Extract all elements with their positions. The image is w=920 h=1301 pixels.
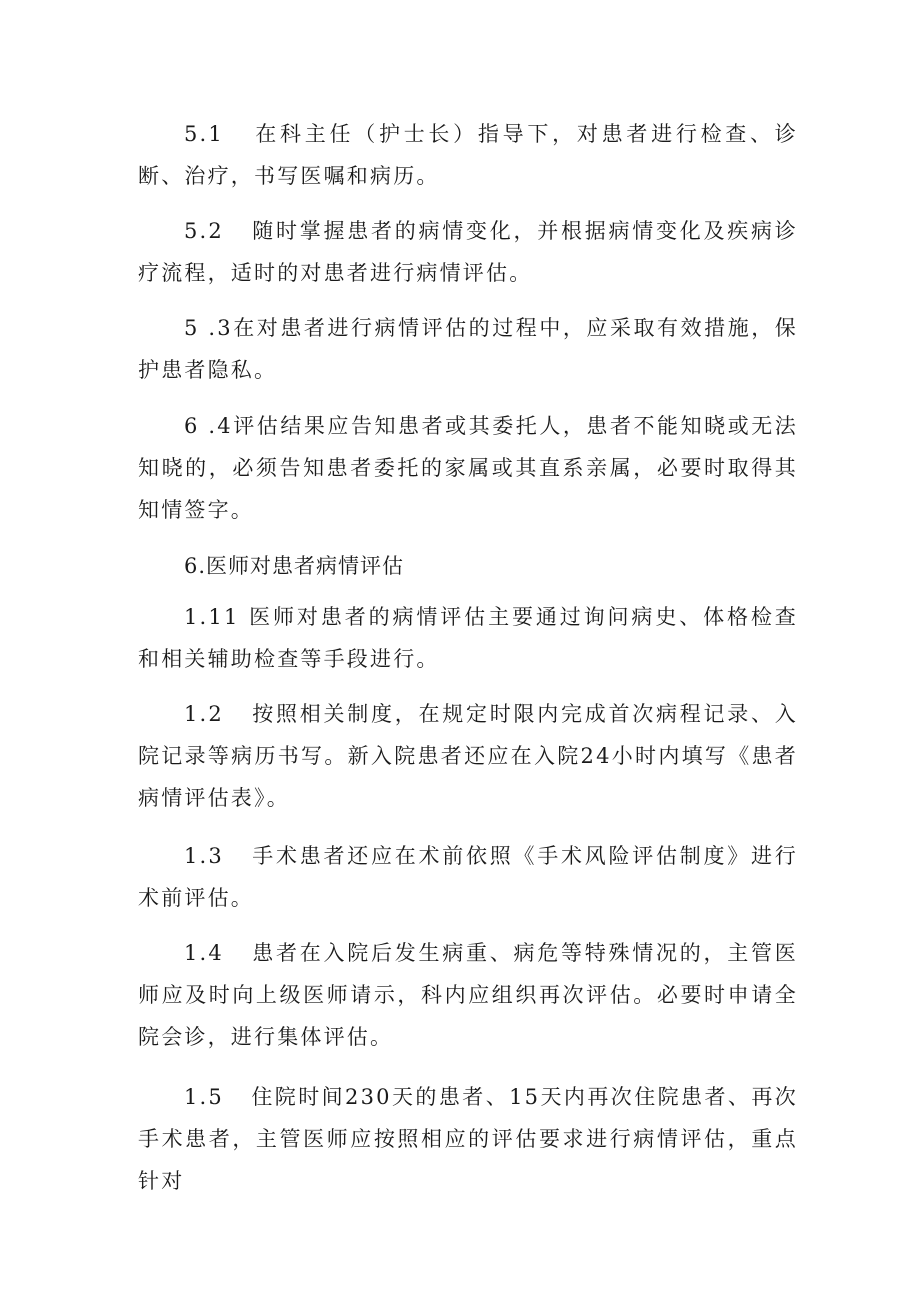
paragraph-number: 5.1	[184, 122, 224, 146]
paragraph-6-4	[138, 405, 798, 531]
paragraph-text: 住院时间230天的患者、15天内再次住院患者、再次手术患者，主管医师应按照相应的评估要求进行病情评估，重点针对	[138, 1085, 798, 1193]
paragraph-5-3	[138, 307, 798, 391]
paragraph-1-2	[138, 693, 798, 819]
paragraph-text: 评估结果应告知患者或其委托人，患者不能知晓或无法知晓的，必须告知患者委托的家属或其直系亲属，必要时取得其知情签字。	[138, 414, 798, 522]
paragraph-1-11	[138, 596, 798, 680]
paragraph-number: 6 .4	[184, 414, 233, 438]
paragraph-1-4	[138, 932, 798, 1058]
paragraph-number: 1.11	[184, 605, 240, 629]
paragraph-number: 5.2	[184, 219, 224, 243]
paragraph-text: 医师对患者的病情评估主要通过询问病史、体格检查和相关辅助检查等手段进行。	[138, 605, 798, 671]
paragraph-5-2	[138, 210, 798, 294]
paragraph-number: 5 .3	[184, 316, 233, 340]
paragraph-number: 1.4	[184, 941, 224, 965]
paragraph-text: 患者在入院后发生病重、病危等特殊情况的，主管医师应及时向上级医师请示，科内应组织再次评估。必要时申请全院会诊，进行集体评估。	[138, 941, 798, 1049]
paragraph-number: 1.5	[184, 1085, 224, 1109]
paragraph-number: 1.3	[184, 844, 224, 868]
paragraph-text: 在科主任（护士长）指导下，对患者进行检查、诊断、治疗，书写医嘱和病历。	[138, 122, 798, 188]
paragraph-text: 随时掌握患者的病情变化，并根据病情变化及疾病诊疗流程，适时的对患者进行病情评估。	[138, 219, 798, 285]
paragraph-1-5	[138, 1076, 798, 1202]
paragraph-text: 手术患者还应在术前依照《手术风险评估制度》进行术前评估。	[138, 844, 798, 910]
section-heading: 6.医师对患者病情评估	[184, 554, 405, 578]
paragraph-text: 按照相关制度，在规定时限内完成首次病程记录、入院记录等病历书写。新入院患者还应在入院24小时内填写《患者病情评估表》。	[138, 702, 798, 810]
paragraph-number: 1.2	[184, 702, 224, 726]
paragraph-text: 在对患者进行病情评估的过程中，应采取有效措施，保护患者隐私。	[138, 316, 798, 382]
paragraph-5-1	[138, 113, 798, 197]
paragraph-1-3	[138, 835, 798, 919]
